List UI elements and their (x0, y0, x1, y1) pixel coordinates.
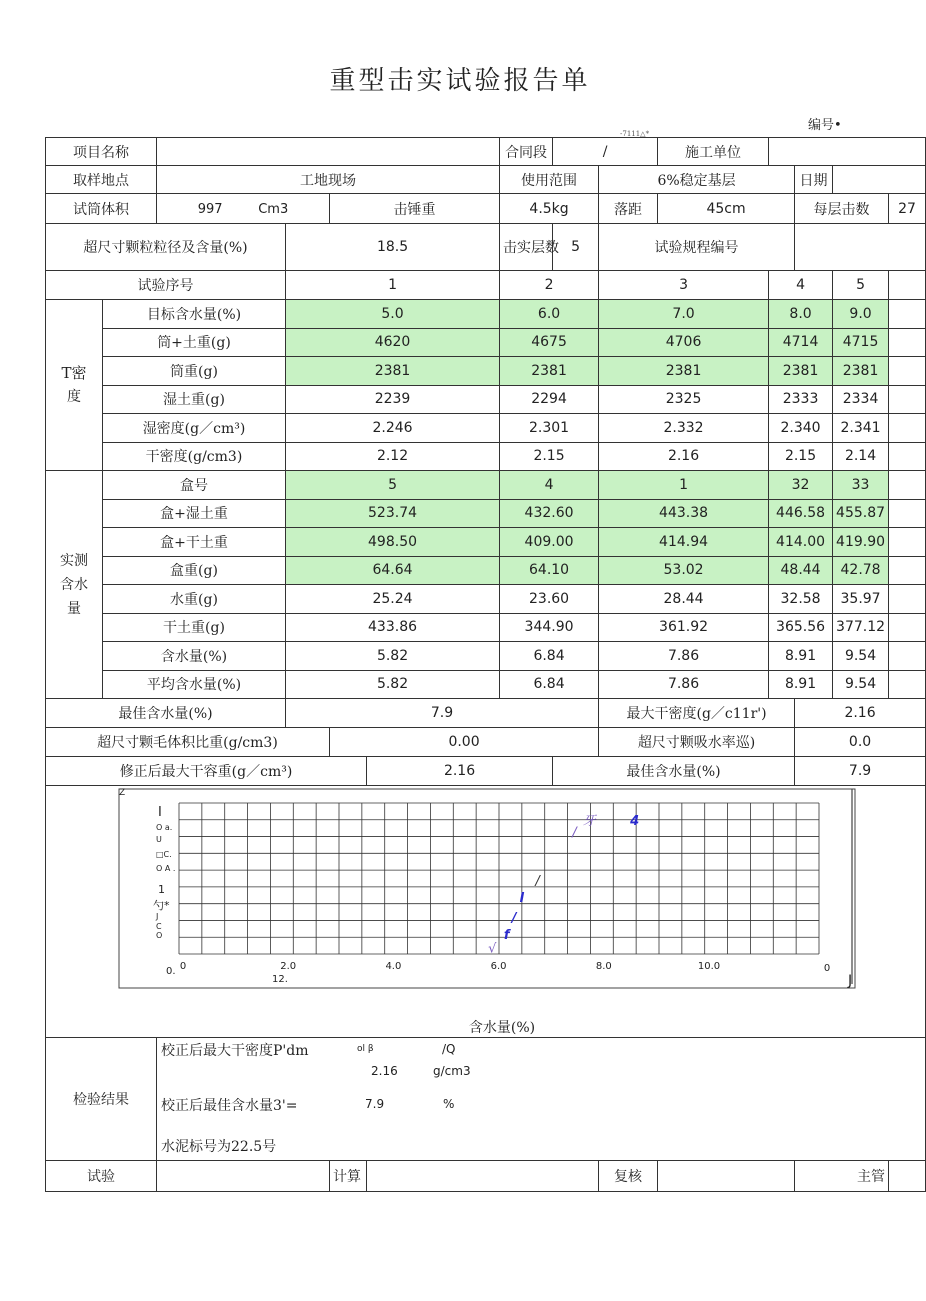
density-cell[interactable]: 2381 (769, 357, 833, 386)
y-axis-mark: O A . (156, 864, 176, 873)
moisture-cell[interactable]: 419.90 (833, 528, 889, 557)
y-axis-mark: I (158, 805, 162, 820)
project-name-field[interactable] (157, 138, 500, 166)
sample-location-label: 取样地点 (46, 166, 157, 194)
review-sign-label: 复核 (599, 1161, 658, 1192)
density-cell[interactable]: 4714 (769, 328, 833, 357)
y-axis-mark: O a. (156, 823, 173, 832)
x-axis-title: 含水量(%) (468, 1020, 536, 1036)
moisture-row-label: 盒+干土重 (103, 528, 286, 557)
data-mark: / (535, 874, 540, 890)
moisture-extra-cell (889, 613, 926, 642)
report-table (45, 137, 926, 1192)
x-tick-label: 8.0 (595, 961, 612, 972)
y-axis-mark: 0. (166, 966, 176, 977)
density-cell[interactable]: 2.15 (769, 442, 833, 471)
moisture-cell[interactable]: 455.87 (833, 499, 889, 528)
moisture-cell[interactable]: 4 (500, 471, 599, 500)
density-cell[interactable]: 2.15 (500, 442, 599, 471)
moisture-cell[interactable]: 433.86 (286, 613, 500, 642)
moisture-extra-cell (889, 585, 926, 614)
oversize-absorb-value[interactable]: 0.0 (795, 728, 926, 757)
hammer-weight-label: 击锤重 (330, 194, 500, 224)
density-row-label: 目标含水量(%) (103, 300, 286, 329)
corrected-max-density-mark: ol β (357, 1044, 374, 1054)
procedure-field[interactable] (795, 224, 926, 271)
density-cell[interactable]: 2334 (833, 385, 889, 414)
density-cell[interactable]: 2325 (599, 385, 769, 414)
moisture-cell[interactable]: 7.86 (599, 670, 769, 699)
unit-field[interactable] (769, 138, 926, 166)
x-tick-label: 6.0 (490, 961, 507, 972)
moisture-group-label (46, 471, 103, 699)
density-cell[interactable]: 2381 (500, 357, 599, 386)
moisture-cell[interactable]: 42.78 (833, 556, 889, 585)
moisture-cell[interactable]: 8.91 (769, 670, 833, 699)
results-content (157, 1038, 926, 1161)
oversize-field[interactable]: 18.5 (286, 224, 500, 271)
contract-field[interactable]: / (553, 138, 658, 166)
density-cell[interactable]: 2239 (286, 385, 500, 414)
oversize-sg-value[interactable]: 0.00 (330, 728, 599, 757)
x-extra-label: 12. (272, 974, 288, 985)
density-cell[interactable]: 2.341 (833, 414, 889, 443)
x-extra-label: 0 (823, 963, 831, 974)
max-dry-density-value[interactable]: 2.16 (795, 699, 926, 728)
project-name-label: 项目名称 (46, 138, 157, 166)
data-mark: √ (488, 941, 497, 957)
moisture-cell[interactable]: 344.90 (500, 613, 599, 642)
corrected-max-density-label: 校正后最大干密度P'dm (161, 1043, 309, 1059)
moisture-cell[interactable]: 498.50 (286, 528, 500, 557)
y-axis-mark: □C. (156, 850, 172, 859)
moisture-cell[interactable]: 414.94 (599, 528, 769, 557)
y-axis-mark: O (156, 931, 163, 940)
x-tick-label: 10.0 (697, 961, 721, 972)
density-cell[interactable]: 2.12 (286, 442, 500, 471)
density-cell[interactable]: 2.16 (599, 442, 769, 471)
moisture-row (46, 585, 926, 614)
moisture-cell[interactable]: 8.91 (769, 642, 833, 671)
density-row (46, 357, 926, 386)
data-mark: / (572, 825, 577, 841)
moisture-row-label: 盒+湿土重 (103, 499, 286, 528)
calc-sign-field[interactable] (367, 1161, 599, 1192)
moisture-cell[interactable]: 6.84 (500, 670, 599, 699)
moisture-cell[interactable]: 7.86 (599, 642, 769, 671)
supervisor-sign-field[interactable] (889, 1161, 926, 1192)
moisture-cell[interactable]: 5.82 (286, 642, 500, 671)
moisture-extra-cell (889, 528, 926, 557)
moisture-row-label: 水重(g) (103, 585, 286, 614)
date-field[interactable] (833, 166, 926, 194)
density-cell[interactable]: 7.0 (599, 300, 769, 329)
corrected-max-value[interactable]: 2.16 (367, 757, 553, 786)
density-row-label: 湿土重(g) (103, 385, 286, 414)
moisture-cell[interactable]: 9.54 (833, 670, 889, 699)
corrected-max-density-value[interactable]: 2.16 (371, 1064, 398, 1078)
density-cell[interactable]: 8.0 (769, 300, 833, 329)
moisture-cell[interactable]: 64.64 (286, 556, 500, 585)
oversize-absorb-label: 超尺寸颗吸水率巡) (599, 728, 795, 757)
density-cell[interactable]: 2333 (769, 385, 833, 414)
moisture-row (46, 556, 926, 585)
opt-moisture2-value[interactable]: 7.9 (795, 757, 926, 786)
moisture-cell[interactable]: 9.54 (833, 642, 889, 671)
density-row-label: 筒重(g) (103, 357, 286, 386)
moisture-extra-cell (889, 556, 926, 585)
density-cell[interactable]: 2.332 (599, 414, 769, 443)
moisture-cell[interactable]: 35.97 (833, 585, 889, 614)
density-group-label-line2: 度 (67, 389, 81, 405)
moisture-row-label: 平均含水量(%) (103, 670, 286, 699)
x-tick-label: 2.0 (280, 961, 297, 972)
trial-number-3: 3 (599, 271, 769, 300)
moisture-cell[interactable]: 32.58 (769, 585, 833, 614)
density-row (46, 442, 926, 471)
corrected-max-label: 修正后最大干容重(g／cm³) (46, 757, 367, 786)
density-cell[interactable]: 6.0 (500, 300, 599, 329)
compaction-chart (46, 786, 873, 1037)
corrected-opt-moisture-label: 校正后最佳含水量3'= (161, 1098, 298, 1114)
density-cell[interactable]: 2294 (500, 385, 599, 414)
drop-label: 落距 (599, 194, 658, 224)
trial-number-4: 4 (769, 271, 833, 300)
small-mark: -7111△* (620, 130, 650, 138)
density-row-label: 湿密度(g／cm³) (103, 414, 286, 443)
moisture-cell[interactable]: 523.74 (286, 499, 500, 528)
data-mark: 4 (630, 813, 640, 829)
density-cell[interactable]: 4675 (500, 328, 599, 357)
moisture-row (46, 471, 926, 500)
y-axis-mark: C (156, 922, 162, 931)
moisture-row (46, 499, 926, 528)
supervisor-sign-label: 主管 (795, 1161, 889, 1192)
moisture-cell[interactable]: 446.58 (769, 499, 833, 528)
density-cell[interactable]: 2.340 (769, 414, 833, 443)
density-cell[interactable]: 2.301 (500, 414, 599, 443)
data-mark: / (511, 911, 517, 927)
x-tick-label: 0 (179, 961, 187, 972)
max-dry-density-label: 最大干密度(g／c11r') (599, 699, 795, 728)
density-cell[interactable]: 2.14 (833, 442, 889, 471)
moisture-section (46, 471, 926, 699)
opt-moisture-label: 最佳含水量(%) (46, 699, 286, 728)
hammer-weight-field[interactable]: 4.5kg (500, 194, 599, 224)
moisture-cell[interactable]: 32 (769, 471, 833, 500)
y-axis-mark: J (156, 912, 159, 921)
moisture-row-label: 干土重(g) (103, 613, 286, 642)
density-cell[interactable]: 4706 (599, 328, 769, 357)
moisture-extra-cell (889, 670, 926, 699)
moisture-row-label: 盒号 (103, 471, 286, 500)
moisture-row-label: 含水量(%) (103, 642, 286, 671)
y-axis-mark: Z (119, 788, 126, 798)
density-row (46, 328, 926, 357)
moisture-cell[interactable]: 28.44 (599, 585, 769, 614)
blows-field[interactable]: 27 (889, 194, 926, 224)
moisture-extra-cell (889, 499, 926, 528)
calc-sign-label: 计算 (330, 1161, 367, 1192)
serial-number-label: 编号• (808, 118, 842, 133)
usage-label: 使用范围 (500, 166, 599, 194)
y-axis-mark: 1 (158, 883, 165, 896)
moisture-cell[interactable]: 6.84 (500, 642, 599, 671)
cylinder-volume-label: 试筒体积 (46, 194, 157, 224)
trial-number-1: 1 (286, 271, 500, 300)
trial-number-2: 2 (500, 271, 599, 300)
drop-field[interactable]: 45cm (658, 194, 795, 224)
density-cell[interactable]: 4715 (833, 328, 889, 357)
density-extra-cell (889, 385, 926, 414)
moisture-cell[interactable]: 443.38 (599, 499, 769, 528)
density-row-label: 筒+土重(g) (103, 328, 286, 357)
data-mark: f (503, 927, 510, 943)
density-extra-cell (889, 442, 926, 471)
density-group-label (46, 300, 103, 471)
trial-number-5: 5 (833, 271, 889, 300)
moisture-cell[interactable]: 53.02 (599, 556, 769, 585)
page-title: 重型击实试验报告单 (329, 66, 591, 96)
moisture-cell[interactable]: 365.56 (769, 613, 833, 642)
date-label: 日期 (795, 166, 833, 194)
moisture-group-label-line: 量 (67, 600, 81, 617)
moisture-cell[interactable]: 361.92 (599, 613, 769, 642)
opt-moisture2-label: 最佳含水量(%) (553, 757, 795, 786)
moisture-cell[interactable]: 414.00 (769, 528, 833, 557)
chart-frame (119, 789, 855, 988)
density-cell[interactable]: 2381 (833, 357, 889, 386)
density-row (46, 385, 926, 414)
moisture-row (46, 670, 926, 699)
moisture-cell[interactable]: 64.10 (500, 556, 599, 585)
moisture-cell[interactable]: 25.24 (286, 585, 500, 614)
layers-field[interactable]: 5 (553, 224, 599, 271)
review-sign-field[interactable] (658, 1161, 795, 1192)
oversize-label: 超尺寸颗粒粒径及含量(%) (46, 224, 286, 271)
moisture-extra-cell (889, 642, 926, 671)
moisture-row (46, 642, 926, 671)
density-cell[interactable]: 5.0 (286, 300, 500, 329)
contract-label: 合同段 (500, 138, 553, 166)
moisture-cell[interactable]: 409.00 (500, 528, 599, 557)
moisture-cell[interactable]: 5.82 (286, 670, 500, 699)
corrected-max-density-mark2: /Q (442, 1042, 456, 1056)
test-sign-field[interactable] (157, 1161, 330, 1192)
density-cell[interactable]: 2381 (286, 357, 500, 386)
density-extra-cell (889, 357, 926, 386)
results-label: 检验结果 (46, 1038, 157, 1161)
trial-number-extra (889, 271, 926, 300)
density-row-label: 干密度(g/cm3) (103, 442, 286, 471)
usage-field[interactable]: 6%稳定基层 (599, 166, 795, 194)
unit-label: 施工单位 (658, 138, 769, 166)
density-extra-cell (889, 328, 926, 357)
density-extra-cell (889, 300, 926, 329)
sample-location-field[interactable]: 工地现场 (157, 166, 500, 194)
cylinder-volume-unit: Cm3 (258, 201, 289, 217)
moisture-row (46, 613, 926, 642)
density-cell[interactable]: 9.0 (833, 300, 889, 329)
moisture-extra-cell (889, 471, 926, 500)
moisture-cell[interactable]: 23.60 (500, 585, 599, 614)
density-group-label-line1: T密 (61, 364, 87, 382)
moisture-cell[interactable]: 48.44 (769, 556, 833, 585)
cement-grade-note: 水泥标号为22.5号 (161, 1139, 277, 1155)
moisture-group-label-line: 实测 (60, 552, 88, 569)
moisture-cell[interactable]: 1 (599, 471, 769, 500)
moisture-row-label: 盒重(g) (103, 556, 286, 585)
test-sign-label: 试验 (46, 1161, 157, 1192)
x-tick-label: 4.0 (385, 961, 402, 972)
corrected-max-density-unit: g/cm3 (433, 1064, 471, 1078)
compaction-chart-cell (46, 786, 926, 1038)
density-cell[interactable]: 2.246 (286, 414, 500, 443)
data-mark: I (519, 890, 525, 906)
trial-number-label: 试验序号 (46, 271, 286, 300)
corner-mark: J (848, 973, 853, 989)
layers-label: 击实层数 (500, 224, 553, 271)
opt-moisture-value[interactable]: 7.9 (286, 699, 599, 728)
moisture-cell[interactable]: 5 (286, 471, 500, 500)
density-cell[interactable]: 4620 (286, 328, 500, 357)
density-row (46, 300, 926, 329)
corrected-opt-moisture-value[interactable]: 7.9 (365, 1097, 385, 1111)
moisture-row (46, 528, 926, 557)
cylinder-volume-value: 997 (197, 201, 223, 217)
cylinder-volume-field[interactable] (157, 194, 330, 224)
procedure-label: 试验规程编号 (599, 224, 795, 271)
moisture-cell[interactable]: 33 (833, 471, 889, 500)
oversize-sg-label: 超尺寸颗毛体积比重(g/cm3) (46, 728, 330, 757)
density-row (46, 414, 926, 443)
moisture-cell[interactable]: 377.12 (833, 613, 889, 642)
density-section (46, 300, 926, 471)
y-axis-mark: U (156, 835, 162, 844)
moisture-cell[interactable]: 432.60 (500, 499, 599, 528)
blows-label: 每层击数 (795, 194, 889, 224)
corrected-opt-moisture-unit: % (443, 1097, 455, 1111)
density-extra-cell (889, 414, 926, 443)
y-axis-mark: 勺* (153, 899, 170, 912)
moisture-group-label-line: 含水 (60, 576, 88, 593)
data-mark: 牙 (582, 813, 596, 829)
density-cell[interactable]: 2381 (599, 357, 769, 386)
